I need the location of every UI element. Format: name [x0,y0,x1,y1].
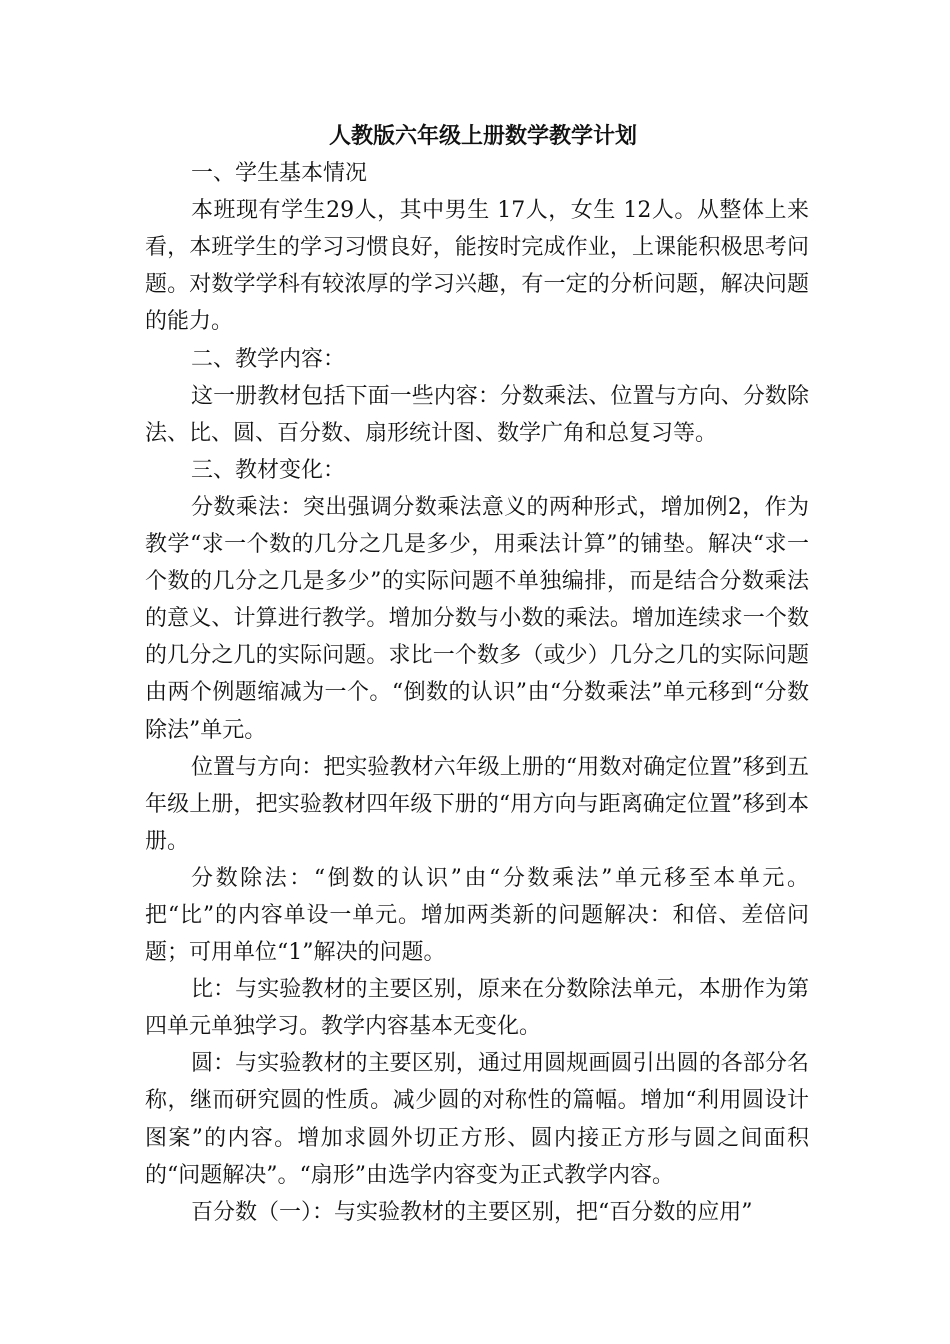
paragraph-ratio: 比：与实验教材的主要区别，原来在分数除法单元，本册作为第四单元单独学习。教学内容基本无变化。 [145,977,809,1040]
section-heading-student-situation: 一、学生基本情况 [191,161,368,187]
document-title: 人教版六年级上册数学教学计划 [328,123,637,149]
paragraph-position-direction: 位置与方向：把实验教材六年级上册的“用数对确定位置”移到五年级上册，把实验教材四年级下册的“用方向与距离确定位置”移到本册。 [145,754,809,854]
paragraph-student-situation: 本班现有学生29人，其中男生 17人，女生 12人。从整体上来看，本班学生的学习习惯良好，能按时完成作业，上课能积极思考问题。对数学学科有较浓厚的学习兴趣，有一定的分析问题，解决问题的能力。 [145,198,809,335]
paragraph-fraction-division: 分数除法：“倒数的认识”由“分数乘法”单元移至本单元。把“比”的内容单设一单元。增加两类新的问题解决：和倍、差倍问题；可用单位“1”解决的问题。 [145,865,809,966]
section-heading-textbook-changes: 三、教材变化： [191,457,346,483]
section-heading-teaching-content: 二、教学内容： [191,346,346,372]
document-page [145,118,809,1231]
paragraph-fraction-multiplication: 分数乘法：突出强调分数乘法意义的两种形式，增加例2，作为教学“求一个数的几分之几是多少，用乘法计算”的铺垫。解决“求一个数的几分之几是多少”的实际问题不单独编排，而是结合分数乘法的意义、计算进行教学。增加分数与小数的乘法。增加连续求一个数的几分之几的实际问题。求比一个数多（或少）几分之几的实际问题由两个例题缩减为一个。“倒数的认识”由“分数乘法”单元移到“分数除法”单元。 [145,494,809,743]
paragraph-circle: 圆：与实验教材的主要区别，通过用圆规画圆引出圆的各部分名称，继而研究圆的性质。减少圆的对称性的篇幅。增加“利用圆设计图案”的内容。增加求圆外切正方形、圆内接正方形与圆之间面积的“问题解决”。“扇形”由选学内容变为正式教学内容。 [145,1051,809,1188]
paragraph-percentage: 百分数（一）：与实验教材的主要区别，把“百分数的应用” [191,1199,753,1225]
paragraph-teaching-content: 这一册教材包括下面一些内容：分数乘法、位置与方向、分数除法、比、圆、百分数、扇形统计图、数学广角和总复习等。 [145,383,809,446]
